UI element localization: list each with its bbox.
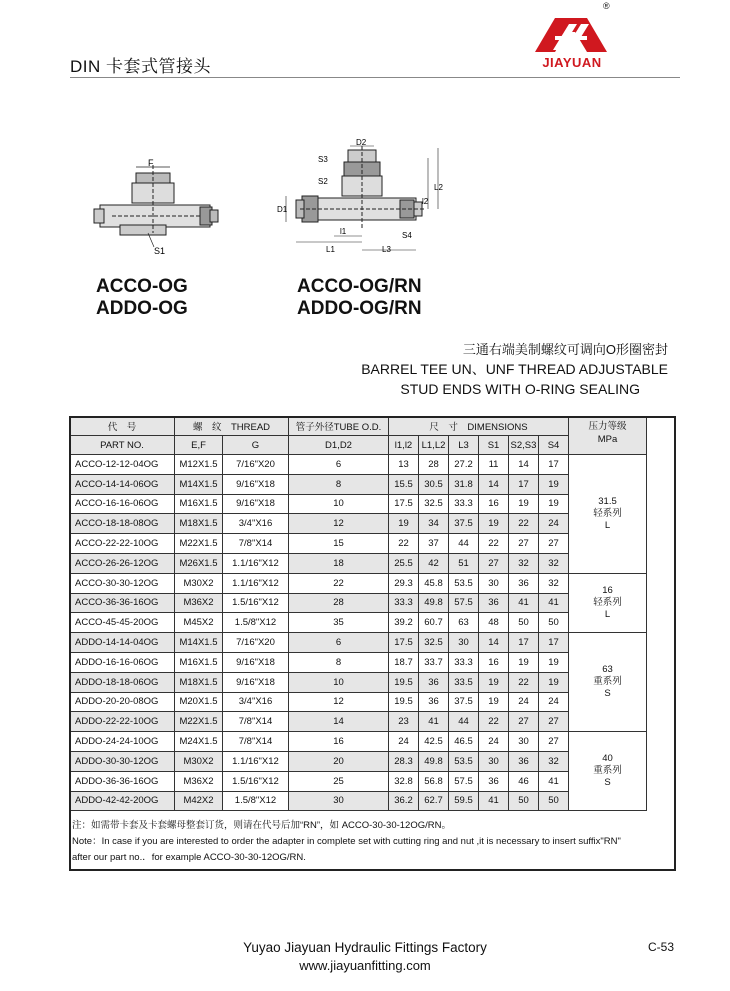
header-L3: L3 bbox=[449, 436, 479, 455]
table-cell: 11 bbox=[479, 455, 509, 475]
table-row bbox=[70, 553, 647, 573]
table-cell: 19 bbox=[539, 494, 569, 514]
table-cell: 32.5 bbox=[419, 633, 449, 653]
pressure-class-cell bbox=[569, 633, 647, 732]
pressure-series: 轻系列 bbox=[593, 507, 622, 519]
part-number-cell: ADDO-14-14-04OG bbox=[70, 633, 175, 653]
table-cell: 30 bbox=[289, 791, 389, 811]
label-l2-small: l2 bbox=[422, 197, 429, 206]
model-names-left bbox=[96, 276, 188, 320]
table-cell: 6 bbox=[289, 455, 389, 475]
label-d1: D1 bbox=[277, 205, 288, 214]
table-row bbox=[70, 692, 647, 712]
table-cell: 56.8 bbox=[419, 771, 449, 791]
table-cell: 7/8"X14 bbox=[223, 534, 289, 554]
table-body bbox=[70, 455, 647, 811]
table-cell: 6 bbox=[289, 633, 389, 653]
table-cell: 33.5 bbox=[449, 672, 479, 692]
pressure-series: 重系列 bbox=[593, 765, 622, 777]
table-cell: 19.5 bbox=[389, 672, 419, 692]
table-cell: 1.5/8"X12 bbox=[223, 613, 289, 633]
table-cell: 12 bbox=[289, 692, 389, 712]
table-cell: M45X2 bbox=[175, 613, 223, 633]
barrel-tee-drawing-left bbox=[92, 155, 222, 265]
header-part-no: PART NO. bbox=[70, 436, 175, 455]
page-number: C-53 bbox=[648, 940, 675, 954]
table-cell: 18 bbox=[289, 553, 389, 573]
part-number-cell: ADDO-18-18-06OG bbox=[70, 672, 175, 692]
part-number-cell: ADDO-22-22-10OG bbox=[70, 712, 175, 732]
table-cell: 20 bbox=[289, 751, 389, 771]
table-cell: 1.1/16"X12 bbox=[223, 751, 289, 771]
table-cell: M30X2 bbox=[175, 573, 223, 593]
table-cell: 33.3 bbox=[449, 494, 479, 514]
model-name: ACCO-OG bbox=[96, 276, 188, 297]
note-en-line2: after our part no.．for example ACCO-30-30-12OG/RN. bbox=[72, 852, 306, 863]
table-cell: 9/16"X18 bbox=[223, 652, 289, 672]
part-number-cell: ADDO-20-20-08OG bbox=[70, 692, 175, 712]
table-cell: 42.5 bbox=[419, 732, 449, 752]
table-cell: M14X1.5 bbox=[175, 474, 223, 494]
table-cell: 33.3 bbox=[449, 652, 479, 672]
pressure-code: S bbox=[604, 688, 611, 700]
table-cell: M22X1.5 bbox=[175, 712, 223, 732]
table-cell: 19 bbox=[539, 652, 569, 672]
table-cell: 48 bbox=[479, 613, 509, 633]
table-cell: 59.5 bbox=[449, 791, 479, 811]
header-divider bbox=[70, 77, 680, 78]
pressure-value: 16 bbox=[602, 584, 613, 596]
table-cell: 22 bbox=[479, 534, 509, 554]
table-cell: 15 bbox=[289, 534, 389, 554]
table-cell: 25 bbox=[289, 771, 389, 791]
table-cell: 30 bbox=[449, 633, 479, 653]
model-name: ACCO-OG/RN bbox=[297, 276, 422, 297]
table-cell: 63 bbox=[449, 613, 479, 633]
table-cell: 19 bbox=[539, 474, 569, 494]
part-number-cell: ACCO-30-30-12OG bbox=[70, 573, 175, 593]
footer-company: Yuyao Jiayuan Hydraulic Fittings Factory bbox=[243, 940, 487, 955]
table-cell: 13 bbox=[389, 455, 419, 475]
table-cell: 57.5 bbox=[449, 593, 479, 613]
table-cell: 19 bbox=[509, 494, 539, 514]
table-cell: 9/16"X18 bbox=[223, 672, 289, 692]
table-cell: 36.2 bbox=[389, 791, 419, 811]
table-cell: 62.7 bbox=[419, 791, 449, 811]
table-cell: 30.5 bbox=[419, 474, 449, 494]
table-cell: 28 bbox=[419, 455, 449, 475]
table-cell: 28.3 bbox=[389, 751, 419, 771]
dimension-table bbox=[69, 416, 647, 811]
table-cell: 24 bbox=[389, 732, 419, 752]
table-row bbox=[70, 514, 647, 534]
table-cell: 22 bbox=[289, 573, 389, 593]
table-cell: 36 bbox=[479, 771, 509, 791]
table-cell: M16X1.5 bbox=[175, 652, 223, 672]
table-cell: 16 bbox=[479, 652, 509, 672]
table-cell: 27 bbox=[539, 712, 569, 732]
table-cell: 27 bbox=[479, 553, 509, 573]
part-number-cell: ACCO-16-16-06OG bbox=[70, 494, 175, 514]
table-cell: 14 bbox=[509, 455, 539, 475]
table-cell: 22 bbox=[479, 712, 509, 732]
table-cell: 18.7 bbox=[389, 652, 419, 672]
table-cell: 51 bbox=[449, 553, 479, 573]
table-cell: 42 bbox=[419, 553, 449, 573]
table-cell: 34 bbox=[419, 514, 449, 534]
table-cell: 32 bbox=[509, 553, 539, 573]
table-cell: 50 bbox=[509, 791, 539, 811]
table-row bbox=[70, 613, 647, 633]
part-number-cell: ACCO-22-22-10OG bbox=[70, 534, 175, 554]
table-cell: 27 bbox=[509, 534, 539, 554]
label-d2: D2 bbox=[356, 138, 367, 147]
table-cell: 9/16"X18 bbox=[223, 474, 289, 494]
model-name: ADDO-OG bbox=[96, 298, 188, 319]
table-cell: 50 bbox=[539, 791, 569, 811]
table-cell: 28 bbox=[289, 593, 389, 613]
table-row bbox=[70, 712, 647, 732]
table-cell: 33.7 bbox=[419, 652, 449, 672]
table-cell: 1.1/16"X12 bbox=[223, 553, 289, 573]
table-cell: 10 bbox=[289, 672, 389, 692]
table-row bbox=[70, 534, 647, 554]
pressure-class-cell bbox=[569, 732, 647, 811]
brand-name: JIAYUAN bbox=[542, 55, 602, 70]
table-cell: 46 bbox=[509, 771, 539, 791]
table-cell: 22 bbox=[509, 672, 539, 692]
table-cell: M18X1.5 bbox=[175, 514, 223, 534]
table-cell: 31.8 bbox=[449, 474, 479, 494]
label-l1-small: l1 bbox=[340, 227, 347, 236]
table-cell: 41 bbox=[539, 771, 569, 791]
pressure-value: 63 bbox=[602, 664, 613, 676]
part-number-cell: ACCO-26-26-12OG bbox=[70, 553, 175, 573]
table-cell: M26X1.5 bbox=[175, 553, 223, 573]
table-cell: 17.5 bbox=[389, 633, 419, 653]
header-g: G bbox=[223, 436, 289, 455]
table-cell: 14 bbox=[479, 633, 509, 653]
header-ef: E,F bbox=[175, 436, 223, 455]
table-cell: 8 bbox=[289, 474, 389, 494]
table-cell: 36 bbox=[509, 751, 539, 771]
registered-mark: ® bbox=[603, 1, 610, 11]
table-cell: 41 bbox=[509, 593, 539, 613]
table-cell: 8 bbox=[289, 652, 389, 672]
table-cell: 30 bbox=[479, 573, 509, 593]
table-cell: M30X2 bbox=[175, 751, 223, 771]
table-cell: 16 bbox=[479, 494, 509, 514]
table-cell: 36 bbox=[509, 573, 539, 593]
table-cell: 30 bbox=[509, 732, 539, 752]
table-cell: 7/16"X20 bbox=[223, 633, 289, 653]
table-cell: 1.5/8"X12 bbox=[223, 791, 289, 811]
header-tube: 管子外径TUBE O.D. bbox=[289, 417, 389, 436]
table-cell: 3/4"X16 bbox=[223, 514, 289, 534]
table-cell: 10 bbox=[289, 494, 389, 514]
table-cell: 29.3 bbox=[389, 573, 419, 593]
table-cell: 35 bbox=[289, 613, 389, 633]
barrel-tee-drawing-right bbox=[276, 138, 446, 258]
table-cell: 16 bbox=[289, 732, 389, 752]
pressure-value: 31.5 bbox=[598, 495, 617, 507]
description-en-line1: BARREL TEE UN、UNF THREAD ADJUSTABLE bbox=[361, 361, 668, 377]
part-number-cell: ADDO-36-36-16OG bbox=[70, 771, 175, 791]
label-L3: L3 bbox=[382, 245, 391, 254]
table-cell: 19 bbox=[479, 514, 509, 534]
model-name: ADDO-OG/RN bbox=[297, 298, 422, 319]
table-cell: 32.5 bbox=[419, 494, 449, 514]
table-cell: 15.5 bbox=[389, 474, 419, 494]
table-cell: 41 bbox=[419, 712, 449, 732]
part-number-cell: ADDO-42-42-20OG bbox=[70, 791, 175, 811]
label-s1: S1 bbox=[154, 246, 166, 256]
header-pressure-unit: MPa bbox=[597, 434, 618, 445]
table-cell: M24X1.5 bbox=[175, 732, 223, 752]
header-S4: S4 bbox=[539, 436, 569, 455]
pressure-code: S bbox=[604, 777, 611, 789]
header-dimensions: 尺 寸 DIMENSIONS bbox=[389, 417, 569, 436]
table-cell: 14 bbox=[479, 474, 509, 494]
label-L2: L2 bbox=[434, 183, 443, 192]
table-cell: 19 bbox=[479, 672, 509, 692]
table-cell: 32 bbox=[539, 573, 569, 593]
table-cell: M20X1.5 bbox=[175, 692, 223, 712]
table-cell: 53.5 bbox=[449, 751, 479, 771]
table-cell: M42X2 bbox=[175, 791, 223, 811]
table-row bbox=[70, 771, 647, 791]
table-cell: 57.5 bbox=[449, 771, 479, 791]
table-cell: 3/4"X16 bbox=[223, 692, 289, 712]
table-cell: 19 bbox=[479, 692, 509, 712]
header-thread: 螺 纹 THREAD bbox=[175, 417, 289, 436]
table-cell: 17 bbox=[509, 633, 539, 653]
table-cell: 36 bbox=[419, 672, 449, 692]
table-cell: 37.5 bbox=[449, 692, 479, 712]
table-cell: 24 bbox=[539, 514, 569, 534]
table-cell: 50 bbox=[509, 613, 539, 633]
note-en-line1: Note：In case if you are interested to order the adapter in complete set with cutting ring and nut ,it is necessary to insert suffix"RN" bbox=[72, 836, 621, 847]
table-cell: 27 bbox=[539, 732, 569, 752]
table-cell: 19 bbox=[539, 672, 569, 692]
table-cell: 44 bbox=[449, 712, 479, 732]
table-row bbox=[70, 732, 647, 752]
table-cell: 17 bbox=[539, 455, 569, 475]
table-cell: 17.5 bbox=[389, 494, 419, 514]
header-L1L2: L1,L2 bbox=[419, 436, 449, 455]
table-cell: M22X1.5 bbox=[175, 534, 223, 554]
table-cell: 22 bbox=[509, 514, 539, 534]
table-cell: 32 bbox=[539, 751, 569, 771]
table-cell: 45.8 bbox=[419, 573, 449, 593]
table-cell: 12 bbox=[289, 514, 389, 534]
pressure-series: 重系列 bbox=[593, 676, 622, 688]
table-cell: 44 bbox=[449, 534, 479, 554]
description-en-line2: STUD ENDS WITH O-RING SEALING bbox=[400, 381, 640, 397]
table-cell: 39.2 bbox=[389, 613, 419, 633]
table-cell: 19.5 bbox=[389, 692, 419, 712]
pressure-code: L bbox=[604, 608, 611, 620]
table-cell: 60.7 bbox=[419, 613, 449, 633]
header-l1l2: l1,l2 bbox=[389, 436, 419, 455]
table-cell: 41 bbox=[539, 593, 569, 613]
pressure-value: 40 bbox=[602, 753, 613, 765]
label-s4: S4 bbox=[402, 231, 412, 240]
table-cell: 25.5 bbox=[389, 553, 419, 573]
table-cell: 50 bbox=[539, 613, 569, 633]
notes bbox=[72, 818, 672, 866]
table-cell: 27.2 bbox=[449, 455, 479, 475]
table-cell: 7/8"X14 bbox=[223, 732, 289, 752]
table-cell: 14 bbox=[289, 712, 389, 732]
table-cell: 17 bbox=[539, 633, 569, 653]
description-cn: 三通右端美制螺纹可调向O形圈密封 bbox=[462, 342, 668, 357]
part-number-cell: ACCO-12-12-04OG bbox=[70, 455, 175, 475]
part-number-cell: ACCO-45-45-20OG bbox=[70, 613, 175, 633]
part-number-cell: ADDO-16-16-06OG bbox=[70, 652, 175, 672]
part-number-cell: ACCO-36-36-16OG bbox=[70, 593, 175, 613]
header-pressure-cn: 压力等级 bbox=[588, 421, 627, 432]
pressure-series: 轻系列 bbox=[593, 596, 622, 608]
table-row bbox=[70, 474, 647, 494]
table-cell: 27 bbox=[509, 712, 539, 732]
part-number-cell: ACCO-18-18-08OG bbox=[70, 514, 175, 534]
model-names-right bbox=[297, 276, 422, 320]
table-cell: 36 bbox=[479, 593, 509, 613]
header-pressure bbox=[569, 417, 647, 455]
table-cell: 7/8"X14 bbox=[223, 712, 289, 732]
pressure-class-cell bbox=[569, 573, 647, 632]
table-cell: M36X2 bbox=[175, 593, 223, 613]
table-cell: 41 bbox=[479, 791, 509, 811]
table-row bbox=[70, 573, 647, 593]
table-row bbox=[70, 751, 647, 771]
table-row bbox=[70, 455, 647, 475]
table-cell: 24 bbox=[539, 692, 569, 712]
table-cell: 1.5/16"X12 bbox=[223, 593, 289, 613]
table-cell: 1.5/16"X12 bbox=[223, 771, 289, 791]
header-code: 代 号 bbox=[70, 417, 175, 436]
table-row bbox=[70, 672, 647, 692]
table-cell: M18X1.5 bbox=[175, 672, 223, 692]
pressure-class-cell bbox=[569, 455, 647, 574]
label-s3: S3 bbox=[318, 155, 328, 164]
table-cell: 36 bbox=[419, 692, 449, 712]
table-cell: 1.1/16"X12 bbox=[223, 573, 289, 593]
part-number-cell: ACCO-14-14-06OG bbox=[70, 474, 175, 494]
table-row bbox=[70, 633, 647, 653]
footer-url[interactable]: www.jiayuanfitting.com bbox=[299, 958, 431, 973]
table-cell: 32 bbox=[539, 553, 569, 573]
header-S1: S1 bbox=[479, 436, 509, 455]
table-cell: 23 bbox=[389, 712, 419, 732]
table-row bbox=[70, 791, 647, 811]
part-number-cell: ADDO-30-30-12OG bbox=[70, 751, 175, 771]
table-cell: 9/16"X18 bbox=[223, 494, 289, 514]
table-cell: 17 bbox=[509, 474, 539, 494]
label-L1: L1 bbox=[326, 245, 335, 254]
table-cell: M14X1.5 bbox=[175, 633, 223, 653]
table-cell: 33.3 bbox=[389, 593, 419, 613]
header-d1d2: D1,D2 bbox=[289, 436, 389, 455]
table-cell: 32.8 bbox=[389, 771, 419, 791]
table-cell: 22 bbox=[389, 534, 419, 554]
table-row bbox=[70, 494, 647, 514]
table-cell: 19 bbox=[389, 514, 419, 534]
table-cell: 24 bbox=[479, 732, 509, 752]
table-cell: 49.8 bbox=[419, 593, 449, 613]
page-title: DIN 卡套式管接头 bbox=[70, 57, 211, 76]
table-cell: 19 bbox=[509, 652, 539, 672]
table-cell: 53.5 bbox=[449, 573, 479, 593]
table-row bbox=[70, 593, 647, 613]
part-number-cell: ADDO-24-24-10OG bbox=[70, 732, 175, 752]
table-cell: 27 bbox=[539, 534, 569, 554]
label-s2: S2 bbox=[318, 177, 328, 186]
label-f: F bbox=[148, 158, 154, 168]
table-cell: 49.8 bbox=[419, 751, 449, 771]
table-cell: 37 bbox=[419, 534, 449, 554]
table-cell: 7/16"X20 bbox=[223, 455, 289, 475]
table-cell: 30 bbox=[479, 751, 509, 771]
table-cell: 46.5 bbox=[449, 732, 479, 752]
table-cell: 24 bbox=[509, 692, 539, 712]
note-cn: 注：如需带卡套及卡套螺母整套订货，则请在代号后加“RN”，如 ACCO-30-30-12OG/RN。 bbox=[72, 820, 451, 831]
header-S2S3: S2,S3 bbox=[509, 436, 539, 455]
table-cell: M36X2 bbox=[175, 771, 223, 791]
table-cell: M16X1.5 bbox=[175, 494, 223, 514]
table-cell: M12X1.5 bbox=[175, 455, 223, 475]
table-cell: 37.5 bbox=[449, 514, 479, 534]
pressure-code: L bbox=[604, 519, 611, 531]
table-row bbox=[70, 652, 647, 672]
